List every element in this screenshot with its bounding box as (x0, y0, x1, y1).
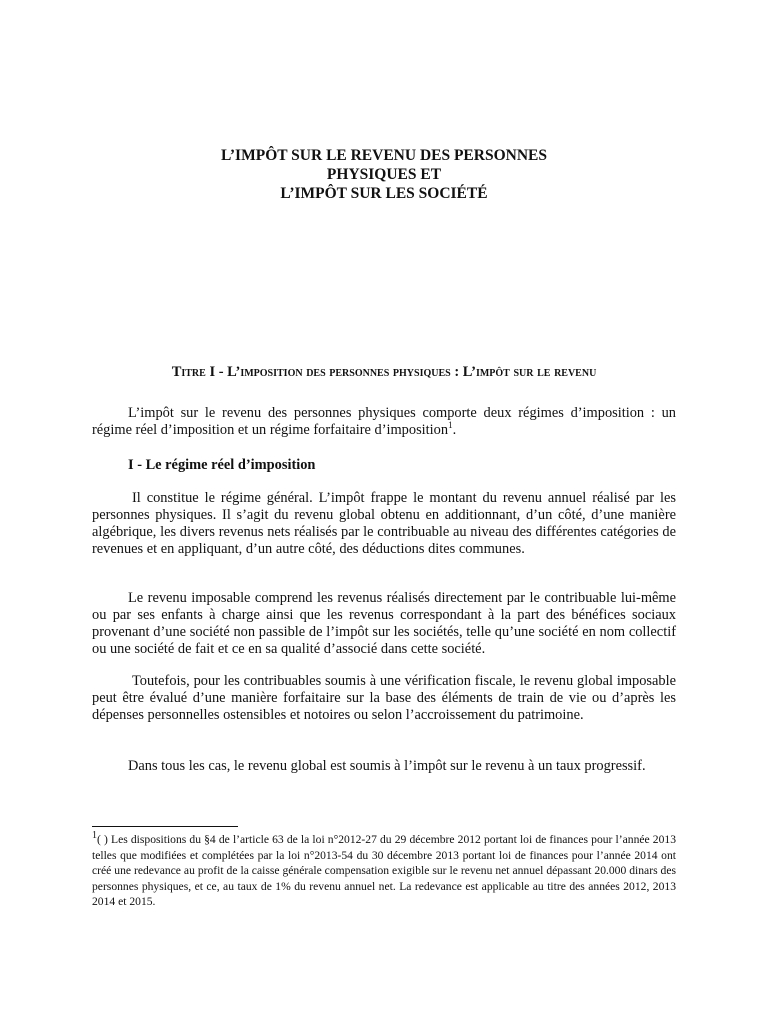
paragraph-4: Dans tous les cas, le revenu global est soumis à l’impôt sur le revenu à un taux progressif. (128, 758, 646, 774)
footnote-separator (92, 826, 238, 827)
paragraph-2: Le revenu imposable comprend les revenus réalisés directement par le contribuable lui-même ou par ses enfants à charge ainsi que les revenus correspondant à la part des bénéfices sociaux provenant d’une société non passible de l’impôt sur les sociétés, telle qu’une société en nom collectif ou une société de fait et ce en sa qualité d’associé dans cette société. (92, 590, 676, 657)
paragraph-3: Toutefois, pour les contribuables soumis à une vérification fiscale, le revenu global imposable peut être évalué d’une manière forfaitaire sur la base des éléments de train de vie ou d’après les dépenses personnelles ostensibles et notoires ou selon l’accroissement du patrimoine. (92, 673, 676, 723)
footnote-marker-number: 1 (92, 830, 97, 842)
title-line-2: PHYSIQUES ET (326, 166, 442, 183)
title-line-3: L’IMPÔT SUR LES SOCIÉTÉ (280, 185, 488, 202)
title-line-1: L’IMPÔT SUR LE REVENU DES PERSONNES (220, 147, 547, 164)
subheading-regime-reel: I - Le régime réel d’imposition (128, 457, 316, 473)
paragraph-1: Il constitue le régime général. L’impôt frappe le montant du revenu annuel réalisé par les personnes physiques. Il s’agit du revenu global obtenu en additionnant, d’un côté, d’une manière algébrique, les divers revenus nets réalisés par le contribuable au niveau des différentes catégories de revenues et en appliquant, d’un autre côté, des déductions dites communes. (92, 490, 676, 557)
document-title (92, 146, 676, 203)
footnote-reference[interactable]: 1 (448, 420, 453, 431)
footnote (92, 832, 676, 910)
intro-paragraph-end: . (452, 422, 457, 438)
intro-paragraph (92, 405, 676, 439)
intro-paragraph-text: L’impôt sur le revenu des personnes physiques comporte deux régimes d’imposition : un régime réel d’imposition et un régime forfaitaire d’imposition (92, 405, 676, 438)
section-heading: Titre I - L’imposition des personnes physiques : L’impôt sur le revenu (171, 364, 597, 380)
footnote-text: ( ) Les dispositions du §4 de l’article 63 de la loi n°2012-27 du 29 décembre 2012 portant loi de finances pour l’année 2013 telles que modifiées et complétées par la loi n°2013-54 du 30 décembre 2013 portant loi de finances pour l’année 2014 ont créé une redevance au profit de la caisse générale compensation exigible sur le revenu net annuel dépassant 20.000 dinars des personnes physiques, et ce, au taux de 1% du revenu annuel net. La redevance est applicable au titre des années 2012, 2013 2014 et 2015. (92, 833, 676, 908)
